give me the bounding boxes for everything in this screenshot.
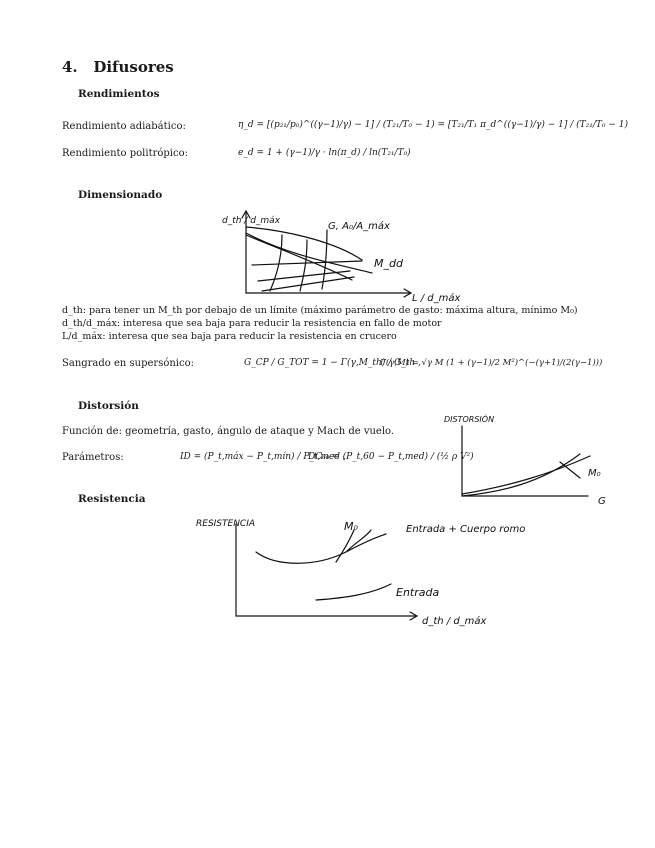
heading-dimensionado: Dimensionado bbox=[78, 189, 163, 201]
curve-label-m0: M₀ bbox=[344, 520, 358, 533]
resistencia-sketch bbox=[196, 512, 526, 632]
curve bbox=[462, 454, 580, 496]
curve bbox=[300, 240, 307, 291]
curve-label-m0: M₀ bbox=[588, 468, 601, 479]
curve bbox=[246, 233, 372, 273]
section-title bbox=[62, 58, 174, 76]
curve-label-mdd: M_dd bbox=[374, 257, 403, 270]
dimensionado-sketch bbox=[222, 205, 461, 305]
curve-label-g: G, A₀/A_máx bbox=[328, 221, 390, 232]
y-axis-label: RESISTENCIA bbox=[196, 519, 256, 529]
x-axis-label: L / d_máx bbox=[412, 293, 461, 304]
heading-resistencia: Resistencia bbox=[78, 493, 146, 505]
y-axis-label: d_th / d_máx bbox=[222, 216, 281, 226]
curve-label-entrada-cuerpo: Entrada + Cuerpo romo bbox=[406, 524, 526, 535]
curve bbox=[316, 584, 391, 600]
x-axis-label: d_th / d_máx bbox=[422, 616, 487, 627]
section-number: 4. bbox=[62, 58, 78, 76]
heading-rendimientos: Rendimientos bbox=[78, 88, 160, 100]
bleed-formula: G_CP / G_TOT = 1 − Γ(γ,M_th) / G_th , bbox=[244, 358, 421, 368]
heading-distorsion: Distorsión bbox=[78, 400, 139, 412]
curve bbox=[336, 530, 354, 562]
bleed-label: Sangrado en supersónico: bbox=[62, 358, 194, 369]
curve bbox=[246, 235, 352, 280]
dc60-formula: DC₆₀ = (P_t,60 − P_t,med) / (½ ρ V²) bbox=[308, 452, 474, 462]
adiabatic-formula: η_d = [(p₂₁/p₀)^((γ−1)/γ) − 1] / (T₂₁/T₀ − 1) = [T₂₁/T₁ π_d^((γ−1)/γ) − 1] / (T₂₁/T₀ − 1) bbox=[238, 120, 629, 130]
note-l-dmax: L/d_máx: interesa que sea baja para reducir la resistencia en crucero bbox=[62, 331, 397, 342]
note-dth-dmax: d_th/d_máx: interesa que sea baja para reducir la resistencia en fallo de motor bbox=[62, 318, 442, 329]
y-axis-label: DISTORSIÓN bbox=[444, 415, 495, 424]
id-formula: ID = (P_t,máx − P_t,mín) / P_t,med , bbox=[180, 452, 346, 462]
distorsion-function-text: Función de: geometría, gasto, ángulo de ataque y Mach de vuelo. bbox=[62, 426, 395, 437]
adiabatic-label: Rendimiento adiabático: bbox=[62, 121, 186, 132]
polytropic-label: Rendimiento politrópico: bbox=[62, 148, 188, 159]
curve-label-entrada: Entrada bbox=[396, 586, 440, 599]
curve bbox=[322, 230, 327, 289]
curve bbox=[256, 552, 346, 563]
curve bbox=[462, 456, 590, 494]
curve bbox=[270, 235, 282, 291]
distorsion-sketch bbox=[440, 412, 610, 507]
curve bbox=[252, 261, 362, 265]
polytropic-formula: e_d = 1 + (γ−1)/γ · ln(π_d) / ln(T₂₁/T₀) bbox=[238, 148, 411, 158]
gamma-formula: Γ(γ,M) = √γ M (1 + (γ−1)/2 M²)^(−(γ+1)/(2(γ−1))) bbox=[380, 358, 603, 368]
curve bbox=[346, 534, 386, 552]
x-axis-label: G bbox=[598, 496, 606, 507]
section-title-text: Difusores bbox=[93, 58, 174, 76]
params-label: Parámetros: bbox=[62, 452, 124, 463]
note-dth: d_th: para tener un M_th por debajo de un límite (máximo parámetro de gasto: máxima altura, mínimo M₀) bbox=[62, 305, 578, 316]
